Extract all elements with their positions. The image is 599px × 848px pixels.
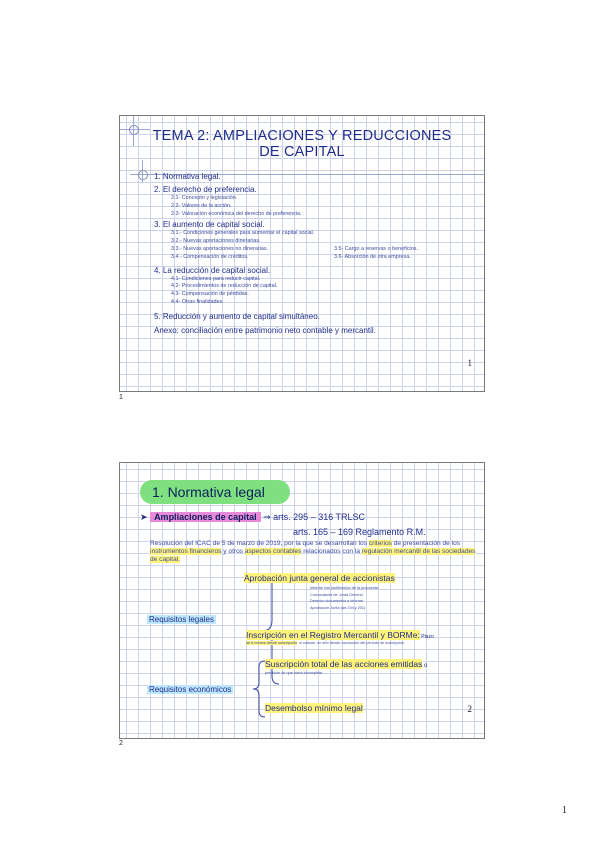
arts-reglamento: arts. 165 – 169 Reglamento R.M. [293,527,426,537]
slide-number: 2 [467,704,472,714]
toc-subitem: 4.3- Compensación de pérdidas. [171,291,249,298]
toc-subitem: 3.5- Cargo a reservas o beneficios. [334,245,418,252]
text-run: Plazo [419,634,434,640]
text-run: y otros [221,548,245,555]
toc-subitem: 3.4.- Compensación de créditos. [171,253,249,260]
detail-line: Aprobación Junta (art.194 y 201) [310,605,366,610]
table-of-contents [154,171,474,336]
suscripcion-total [265,659,427,669]
toc-subitem: 4.2- Procedimientos de reducción de capital. [171,283,278,290]
toc-subitem-row [154,246,474,254]
toc-subitem: 4.1- Condiciones para reducir capital. [171,275,261,282]
highlight: instrumentos financieros [150,548,222,555]
toc-subitem: 3.3.- Nuevas aportaciones no dinerarias. [171,245,269,252]
title-line: DE CAPITAL [259,144,345,160]
toc-anexo: Anexo: conciliación entre patrimonio neto contable y mercantil. [154,325,376,335]
slide-1 [119,115,485,392]
toc-heading: 1. Normativa legal. [154,172,221,181]
ampliaciones-line [140,512,365,523]
page-number: 1 [562,805,567,816]
slide-caption: 1 [119,394,123,401]
suscripcion-detail: previsión de que fuera incompleta [265,671,322,675]
arts-trlsc: ⇒ arts. 295 – 316 TRLSC [263,512,366,522]
brace-economicos [252,659,266,719]
highlight: criterios [368,540,392,547]
toc-subitem: 4.4- Otras finalidades. [171,298,224,305]
inscripcion-registro [246,630,476,640]
slide-2 [119,462,485,739]
slide-number: 1 [467,358,472,368]
highlight: aspectos contables [244,548,302,555]
highlight: de 6 meses desde suscripción [246,641,298,645]
slide-caption: 2 [119,740,123,747]
requisitos-legales: Requisitos legales [149,615,214,624]
toc-heading: 4. La reducción de capital social. [154,265,271,275]
text-run: Resolución del ICAC de 5 de marzo de 2019, por la que se desarrollan los [150,540,369,547]
desembolso-minimo [265,703,363,713]
toc-subitem: 2.1- Concepto y legislación. [171,195,238,201]
resolucion-text [150,540,478,564]
requisitos-economicos: Requisitos económicos [149,685,232,694]
title-line: TEMA 2: AMPLIACIONES Y REDUCCIONES [152,128,452,144]
toc-subitem: 3.6- Absorción de otra empresa. [334,253,411,260]
toc-subitem-row [154,254,474,262]
arrow-icon: ➤ [140,512,148,522]
detail-line: Convocatoria de Junta General [310,592,363,597]
text-run: o [422,663,428,669]
highlight: Inscripción en el Registro Mercantil y BORMe: [246,630,420,640]
highlight: Aprobación junta general de accionistas [244,573,395,583]
toc-heading: 5. Reducción y aumento de capital simultáneo. [154,311,320,321]
decorative-line [142,160,143,182]
decorative-circle [138,170,148,180]
highlight: regulación mercantil de las sociedades de capital. [150,548,476,563]
slide-title: 1. Normativa legal [140,480,290,504]
text-run: relacionados con la [301,548,362,555]
highlight: Suscripción total de las acciones emitidas [265,659,423,669]
detail-line: Informe con justificación de la propuesta [310,586,378,590]
text-run: de presentación de los [391,540,461,547]
slide-title [120,128,484,160]
ampliaciones-tag: Ampliaciones de capital [150,512,261,522]
aprobacion-details [310,585,378,611]
toc-subitem: 2.3- Valoración económica del derecho de preferencia. [171,210,302,217]
text-run: , si cotizan, un año desde conclusión del periodo de suscripción [297,641,405,645]
detail-line: Derecho documentos e informe [310,599,363,604]
inscripcion-details [246,641,466,646]
toc-subitem: 2.2- Valores de la acción. [171,202,232,209]
highlight: Desembolso mínimo legal [265,703,363,713]
toc-heading: 2. El derecho de preferencia. [154,185,257,194]
toc-subitem: 3.1.- Condiciones generales para aumentar el capital social. [171,230,315,237]
toc-subitem: 3.2.- Nuevas aportaciones dinerarias. [171,238,261,245]
aprobacion-junta [244,573,395,583]
toc-heading: 3. El aumento de capital social. [154,220,265,230]
